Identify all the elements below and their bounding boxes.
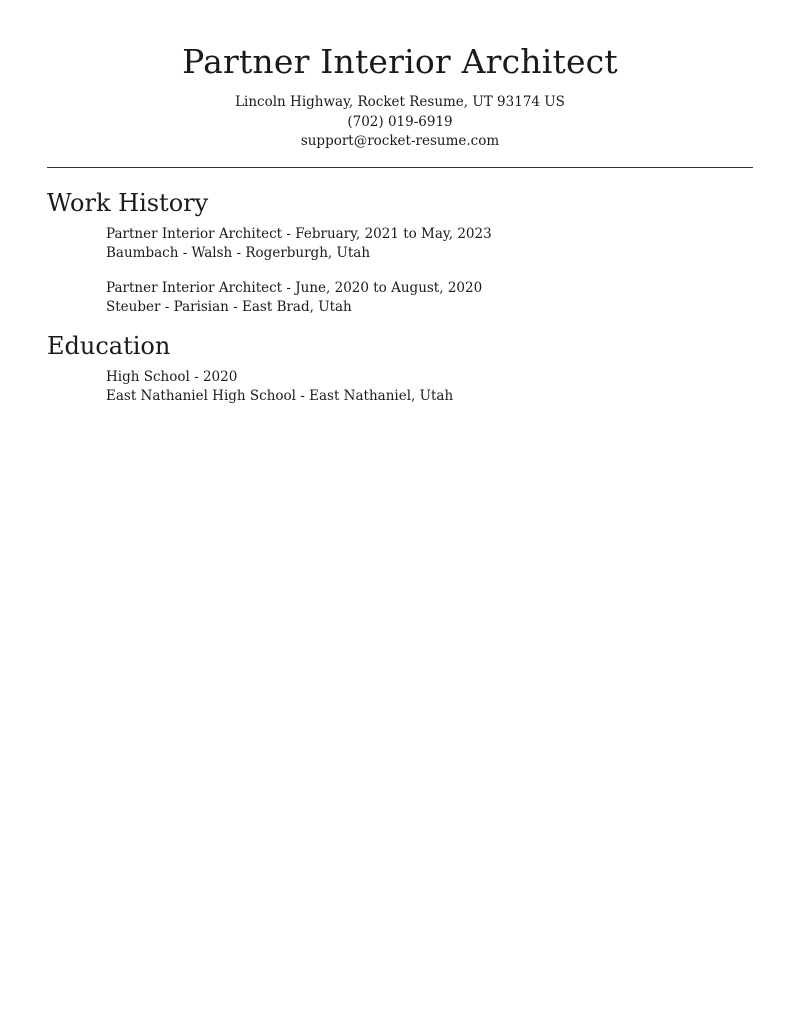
education-entry — [106, 368, 753, 406]
resume-title: Partner Interior Architect — [182, 42, 618, 81]
work-entry-role: Partner Interior Architect - June, 2020 to August, 2020 — [106, 280, 483, 296]
contact-phone: (702) 019-6919 — [347, 113, 453, 130]
work-history-heading: Work History — [47, 189, 209, 217]
work-entry-company: Baumbach - Walsh - Rogerburgh, Utah — [106, 245, 371, 261]
contact-email: support@rocket-resume.com — [300, 133, 500, 149]
work-entry — [106, 225, 753, 263]
work-entry-role: Partner Interior Architect - February, 2021 to May, 2023 — [106, 226, 492, 242]
contact-info — [0, 93, 800, 152]
education-section — [47, 329, 753, 406]
contact-address: Lincoln Highway, Rocket Resume, UT 93174 US — [235, 94, 565, 110]
work-entry — [106, 279, 753, 317]
education-entry-degree: High School - 2020 — [106, 369, 238, 385]
header-divider — [47, 167, 753, 168]
education-entry-school: East Nathaniel High School - East Nathaniel, Utah — [106, 388, 454, 404]
education-heading: Education — [47, 332, 171, 360]
resume-header — [0, 40, 800, 152]
work-entry-company: Steuber - Parisian - East Brad, Utah — [106, 299, 352, 315]
work-history-section — [47, 186, 753, 317]
